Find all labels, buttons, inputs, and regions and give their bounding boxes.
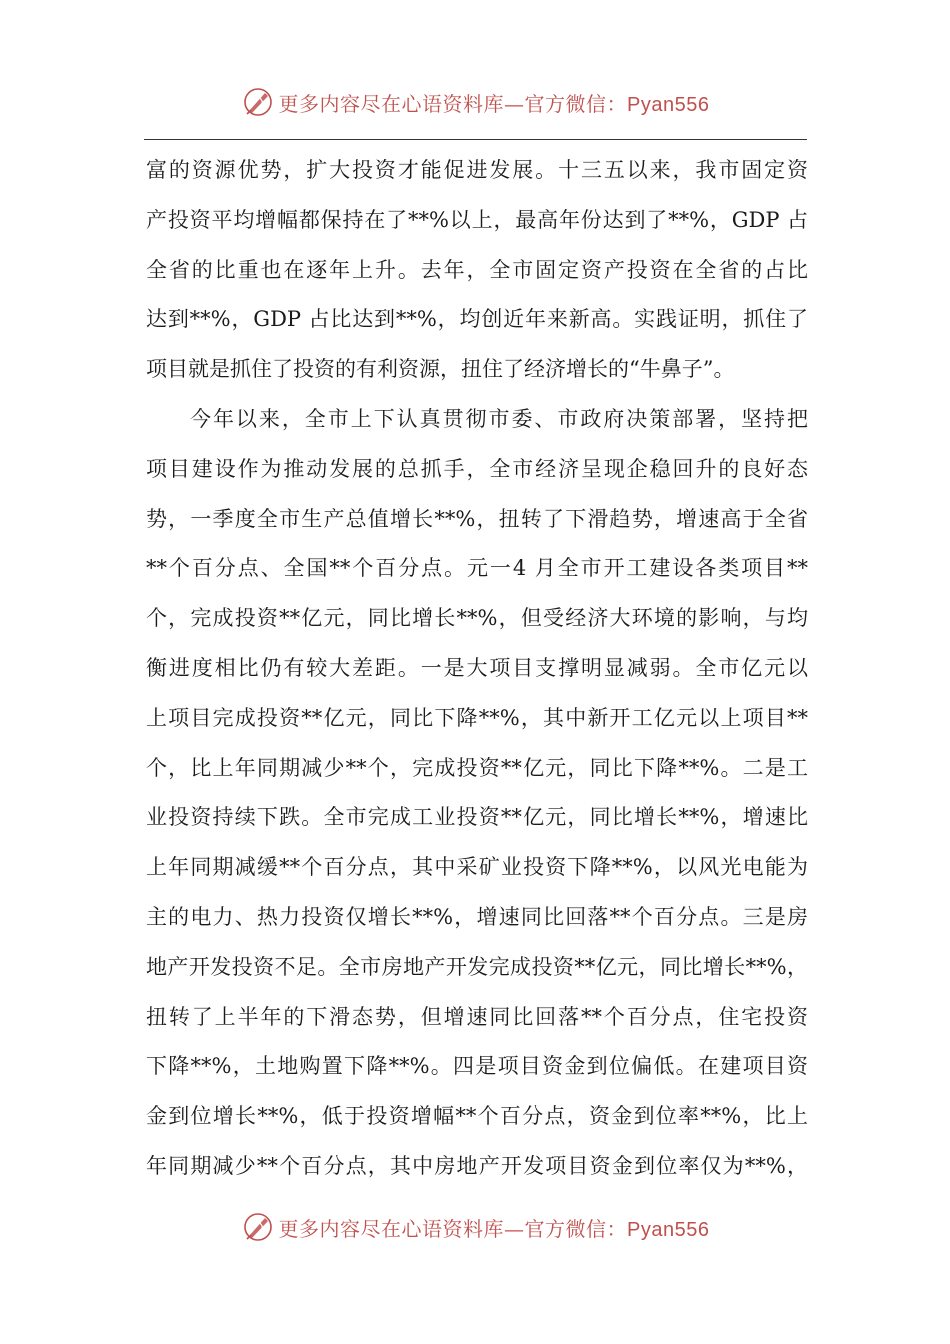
document-body <box>146 146 808 1192</box>
text-line: 上年同期减缓**个百分点，其中采矿业投资下降**%，以风光电能为 <box>146 855 808 880</box>
text-line: 金到位增长**%，低于投资增幅**个百分点，资金到位率**%，比上 <box>146 1104 808 1129</box>
text-line: 地产开发投资不足。全市房地产开发完成投资**亿元，同比增长**%， <box>146 954 808 979</box>
header-banner <box>0 82 950 122</box>
text-line: 全省的比重也在逐年上升。去年，全市固定资产投资在全省的占比 <box>146 257 808 282</box>
text-line: 项目建设作为推动发展的总抓手，全市经济呈现企稳回升的良好态 <box>146 456 808 481</box>
banner-label: 更多内容尽在心语资料库—官方微信： <box>278 1216 628 1241</box>
banner-label: 更多内容尽在心语资料库—官方微信： <box>278 91 628 116</box>
text-line: 上项目完成投资**亿元，同比下降**%，其中新开工亿元以上项目** <box>146 705 808 730</box>
text-line: 主的电力、热力投资仅增长**%，增速同比回落**个百分点。三是房 <box>146 904 808 929</box>
text-line: 产投资平均增幅都保持在了**%以上，最高年份达到了**%，GDP 占 <box>146 207 808 232</box>
quill-pen-logo-icon <box>241 85 275 119</box>
footer-banner <box>0 1207 950 1247</box>
text-line: 下降**%，土地购置下降**%。四是项目资金到位偏低。在建项目资 <box>146 1054 808 1079</box>
text-line: 达到**%，GDP 占比达到**%，均创近年来新高。实践证明，抓住了 <box>146 307 808 332</box>
text-line: 势，一季度全市生产总值增长**%，扭转了下滑趋势，增速高于全省 <box>146 506 808 531</box>
text-line: **个百分点、全国**个百分点。元一4 月全市开工建设各类项目** <box>146 556 808 581</box>
text-line: 个，比上年同期减少**个，完成投资**亿元，同比下降**%。二是工 <box>146 755 808 780</box>
wechat-id: Pyan556 <box>627 1218 710 1241</box>
text-line: 衡进度相比仍有较大差距。一是大项目支撑明显减弱。全市亿元以 <box>146 655 808 680</box>
header-divider <box>144 139 807 140</box>
quill-pen-logo-icon <box>241 1210 275 1244</box>
text-line: 年同期减少**个百分点，其中房地产开发项目资金到位率仅为**%， <box>146 1153 808 1178</box>
banner-text <box>279 88 710 117</box>
text-line: 今年以来，全市上下认真贯彻市委、市政府决策部署，坚持把 <box>190 406 808 431</box>
text-line: 个，完成投资**亿元，同比增长**%，但受经济大环境的影响，与均 <box>146 606 808 631</box>
text-line: 业投资持续下跌。全市完成工业投资**亿元，同比增长**%，增速比 <box>146 805 808 830</box>
wechat-id: Pyan556 <box>627 93 710 116</box>
banner-text <box>279 1213 710 1242</box>
text-line: 富的资源优势，扩大投资才能促进发展。十三五以来，我市固定资 <box>146 158 808 182</box>
text-line: 项目就是抓住了投资的有利资源，扭住了经济增长的“牛鼻子”。 <box>146 357 735 382</box>
text-line: 扭转了上半年的下滑态势，但增速同比回落**个百分点，住宅投资 <box>146 1004 808 1029</box>
